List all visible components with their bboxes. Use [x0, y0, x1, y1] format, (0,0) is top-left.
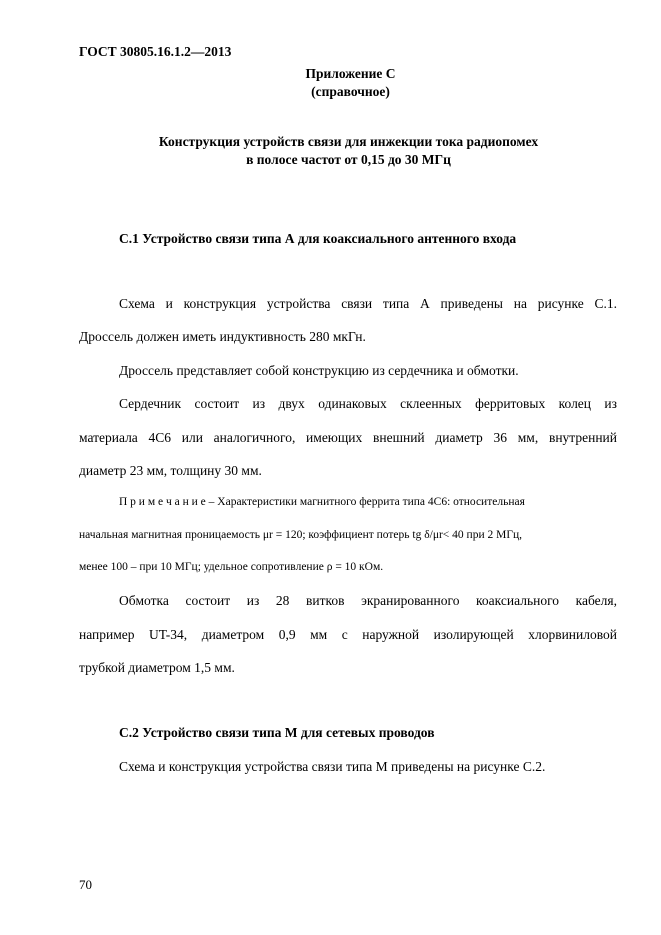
note-line2: начальная магнитная проницаемость μr = 120; коэффициент потерь tg δ/μr< 40 при 2 МГц,: [79, 529, 523, 541]
section1-paragraph4-line2: например UT-34, диаметром 0,9 мм с наружной изолирующей хлорвиниловой: [79, 627, 617, 642]
note-line1: [119, 496, 617, 508]
section2-heading: С.2 Устройство связи типа М для сетевых проводов: [119, 725, 435, 740]
section1-heading: С.1 Устройство связи типа А для коаксиального антенного входа: [119, 231, 517, 246]
appendix-title: Приложение С: [305, 66, 396, 81]
standard-header: ГОСТ 30805.16.1.2—2013: [79, 44, 232, 59]
note-line1-text: – Характеристики магнитного феррита типа 4С6: относительная: [205, 496, 525, 508]
main-title-line2: в полосе частот от 0,15 до 30 МГц: [246, 152, 451, 167]
section1-paragraph4-line1: Обмотка состоит из 28 витков экранированного коаксиального кабеля,: [119, 593, 617, 608]
section2-paragraph1: Схема и конструкция устройства связи типа М приведены на рисунке С.2.: [119, 759, 546, 774]
section1-paragraph4-line3: трубкой диаметром 1,5 мм.: [79, 660, 235, 675]
note-label: П р и м е ч а н и е: [119, 496, 206, 508]
section1-paragraph2: Дроссель представляет собой конструкцию из сердечника и обмотки.: [119, 363, 519, 378]
section1-paragraph3-line1: Сердечник состоит из двух одинаковых склеенных ферритовых колец из: [119, 396, 617, 411]
section1-paragraph3-line3: диаметр 23 мм, толщину 30 мм.: [79, 463, 262, 478]
main-title-line1: Конструкция устройств связи для инжекции тока радиопомех: [158, 134, 539, 149]
section1-paragraph1-line2: Дроссель должен иметь индуктивность 280 мкГн.: [79, 329, 366, 344]
page-number: 70: [79, 877, 92, 892]
appendix-subtitle: (справочное): [311, 84, 390, 99]
section1-paragraph3-line2: материала 4С6 или аналогичного, имеющих внешний диаметр 36 мм, внутренний: [79, 430, 617, 445]
section1-paragraph1-line1: Схема и конструкция устройства связи типа А приведены на рисунке С.1.: [119, 296, 617, 311]
note-line3: менее 100 – при 10 МГц; удельное сопротивление ρ = 10 кОм.: [79, 561, 384, 573]
